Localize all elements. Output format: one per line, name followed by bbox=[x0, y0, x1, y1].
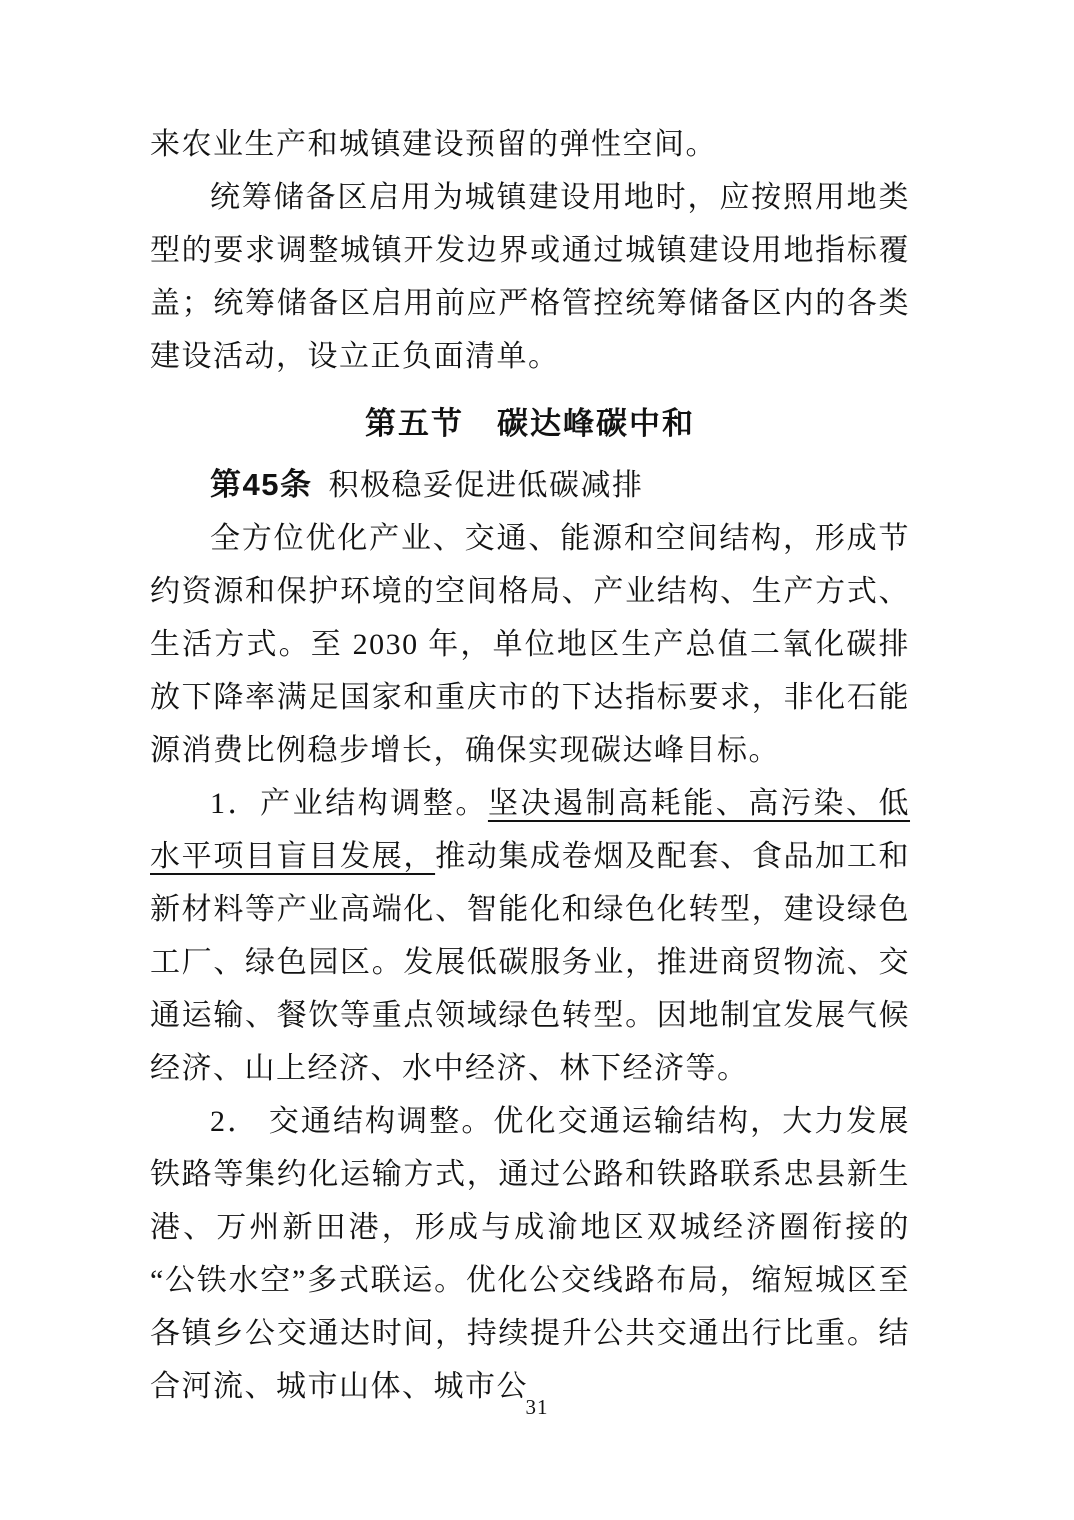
section-heading: 第五节 碳达峰碳中和 bbox=[365, 406, 695, 441]
article-title: 积极稳妥促进低碳减排 bbox=[328, 469, 644, 502]
paragraph-item2: 2． 交通结构调整。优化交通运输结构，大力发展铁路等集约化运输方式，通过公路和铁路联系忠县新生港、万州新田港，形成与成渝地区双城经济圈衔接的“公铁水空”多式联运。优化公交线路布局，缩短城区至各镇乡公交通达时间，持续提升公共交通出行比重。结合河流、城市山体、城市公 bbox=[150, 1105, 910, 1403]
item1-rest: 推动集成卷烟及配套、食品加工和新材料等产业高端化、智能化和绿色化转型，建设绿色工厂、绿色园区。发展低碳服务业，推进商贸物流、交通运输、餐饮等重点领域绿色转型。因地制宜发展气候经济、山上经济、水中经济、林下经济等。 bbox=[150, 840, 911, 1085]
page-number: 31 bbox=[525, 1395, 549, 1419]
article-number: 第45条 bbox=[210, 467, 313, 502]
paragraph-continuation: 来农业生产和城镇建设预留的弹性空间。 bbox=[150, 128, 717, 161]
article-heading bbox=[150, 458, 910, 512]
paragraph-overview: 全方位优化产业、交通、能源和空间结构，形成节约资源和保护环境的空间格局、产业结构、生产方式、生活方式。至 2030 年，单位地区生产总值二氧化碳排放下降率满足国家和重庆市的下达指标要求，非化石能源消费比例稳步增长，确保实现碳达峰目标。 bbox=[150, 522, 910, 767]
paragraph-item1 bbox=[150, 777, 910, 1095]
paragraph-reserve-zones: 统筹储备区启用为城镇建设用地时，应按照用地类型的要求调整城镇开发边界或通过城镇建设用地指标覆盖；统筹储备区启用前应严格管控统筹储备区内的各类建设活动，设立正负面清单。 bbox=[150, 181, 910, 373]
document-content bbox=[150, 118, 910, 1413]
item1-lead: 1．产业结构调整。 bbox=[210, 787, 488, 820]
item1-underlined-text: 坚决遏制高耗能、高污染、低水平项目盲目发展， bbox=[150, 787, 911, 873]
